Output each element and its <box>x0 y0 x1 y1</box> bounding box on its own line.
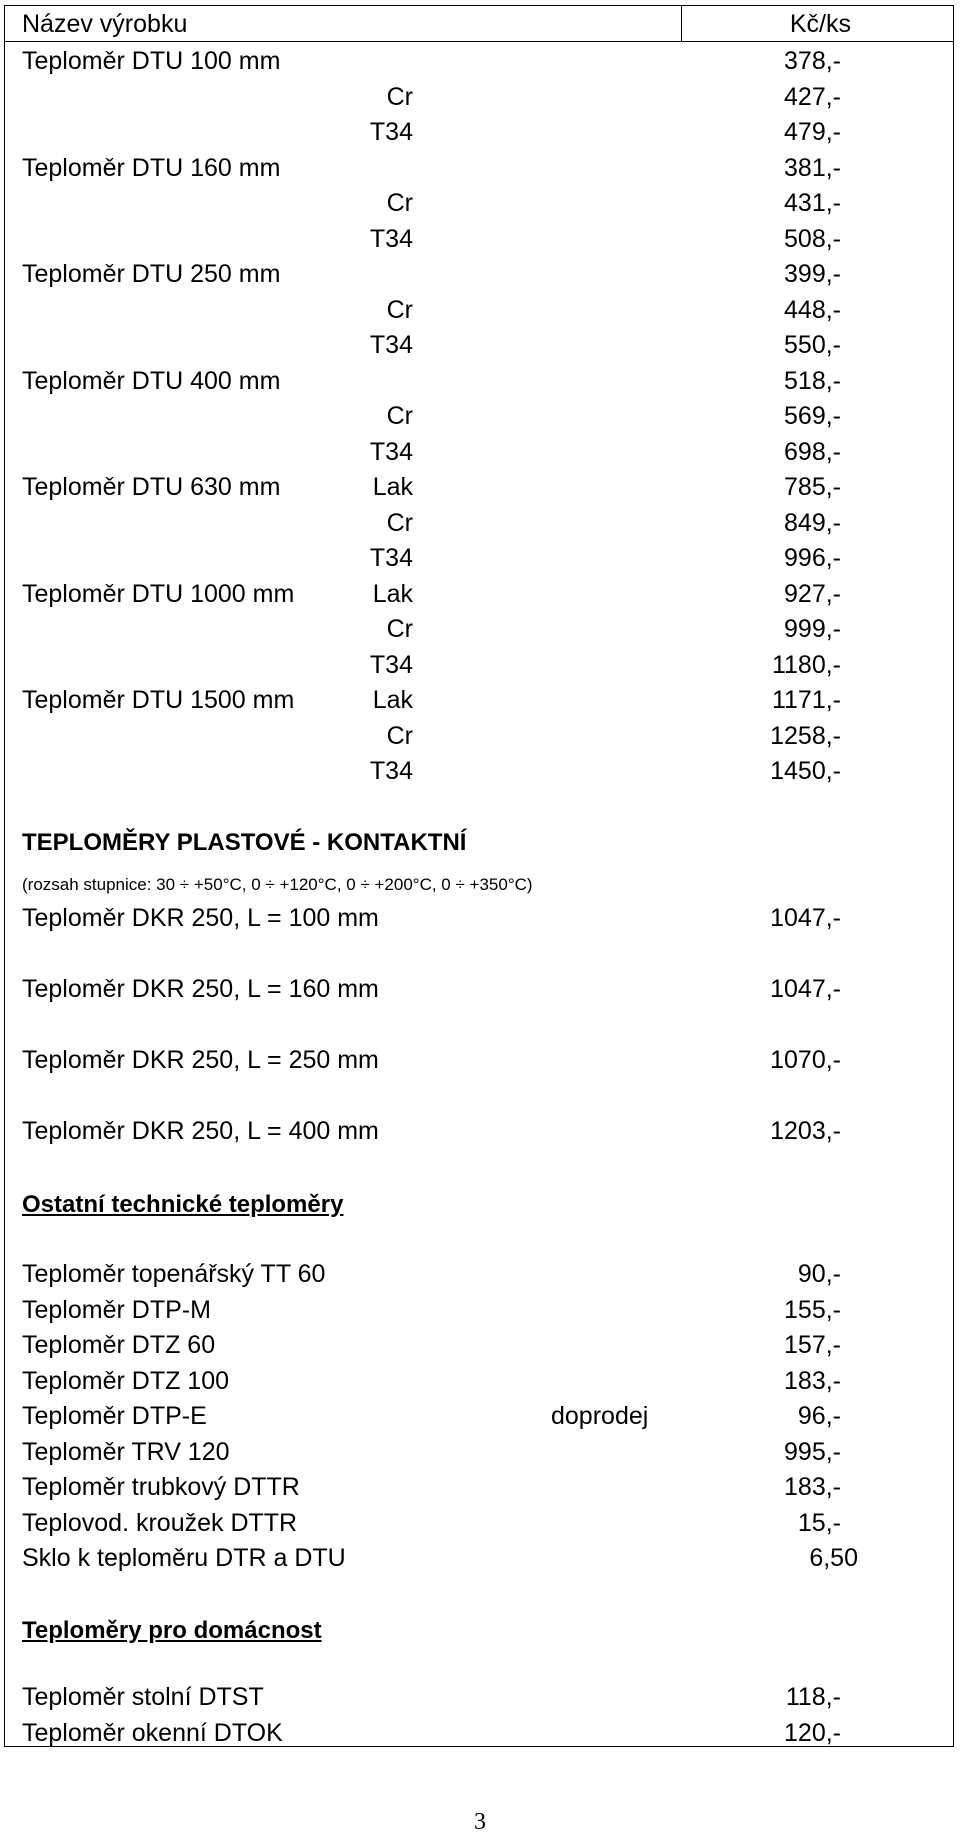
product-price: 1070,- <box>770 1046 841 1074</box>
product-variant: T34 <box>369 757 413 785</box>
product-price: 569,- <box>784 402 841 430</box>
product-price: 6,50 <box>809 1544 858 1572</box>
product-name: Teploměr DKR 250, L = 400 mm <box>22 1117 379 1145</box>
product-price: 120,- <box>784 1718 841 1747</box>
product-note: doprodej <box>551 1402 649 1430</box>
product-price: 849,- <box>784 508 841 537</box>
product-variant: T34 <box>369 118 413 146</box>
product-variant: Lak <box>372 686 413 714</box>
product-variant: Cr <box>386 295 413 324</box>
product-price: 448,- <box>784 295 841 324</box>
product-price: 96,- <box>797 1402 841 1430</box>
product-price: 118,- <box>785 1683 841 1711</box>
product-variant: T34 <box>369 544 413 572</box>
product-price: 996,- <box>784 544 841 572</box>
product-variant: T34 <box>369 224 413 253</box>
product-price: 1171,- <box>771 686 841 714</box>
product-name: Teploměr DTU 1500 mm <box>22 686 295 714</box>
header-divider <box>4 41 954 42</box>
product-price: 15,- <box>797 1508 841 1537</box>
product-price: 550,- <box>784 331 841 359</box>
product-name: Teploměr DKR 250, L = 250 mm <box>22 1046 379 1074</box>
product-price: 381,- <box>784 153 841 182</box>
product-price: 1203,- <box>770 1117 841 1145</box>
plastic-section-title: TEPLOMĚRY PLASTOVÉ - KONTAKTNÍ <box>22 829 467 856</box>
product-name: Teploměr trubkový DTTR <box>22 1473 300 1501</box>
product-name: Teploměr DKR 250, L = 160 mm <box>22 975 379 1003</box>
product-price: 1450,- <box>770 757 841 785</box>
product-price: 927,- <box>784 579 841 608</box>
header-name-column: Název výrobku <box>22 10 188 38</box>
product-price: 90,- <box>797 1260 841 1288</box>
page-number: 3 <box>474 1809 486 1835</box>
product-name: Teploměr DTU 100 mm <box>22 47 281 75</box>
product-name: Teploměr DTU 1000 mm <box>22 579 295 608</box>
product-variant: T34 <box>369 331 413 359</box>
home-section-title: Teploměry pro domácnost <box>22 1617 322 1644</box>
product-name: Teploměr DTZ 100 <box>22 1366 230 1395</box>
product-variant: Cr <box>386 508 413 537</box>
product-name: Teploměr DTU 250 mm <box>22 260 281 288</box>
technical-section-title: Ostatní technické teploměry <box>22 1191 344 1218</box>
product-variant: Cr <box>386 82 413 111</box>
product-name: Teploměr DTZ 60 <box>22 1331 216 1359</box>
product-name: Teploměr DKR 250, L = 100 mm <box>22 904 379 932</box>
product-variant: Lak <box>372 579 413 608</box>
product-variant: Cr <box>386 189 413 217</box>
product-name: Teploměr stolní DTST <box>22 1683 264 1711</box>
product-price: 508,- <box>784 224 841 253</box>
product-price: 183,- <box>784 1473 841 1501</box>
product-price: 427,- <box>784 82 841 111</box>
product-variant: Cr <box>386 402 413 430</box>
product-price: 431,- <box>784 189 841 217</box>
product-price: 698,- <box>784 437 841 466</box>
header-price-column: Kč/ks <box>789 10 851 38</box>
product-name: Teploměr DTP-M <box>22 1295 211 1324</box>
product-price: 155,- <box>784 1295 841 1324</box>
product-price: 1180,- <box>771 650 841 679</box>
product-name: Teploměr DTU 630 mm <box>22 473 281 501</box>
product-variant: Cr <box>386 615 413 643</box>
product-variant: Lak <box>372 473 413 501</box>
product-name: Sklo k teploměru DTR a DTU <box>22 1544 346 1572</box>
product-price: 995,- <box>784 1437 841 1466</box>
header-column-divider <box>681 5 682 41</box>
product-price: 378,- <box>784 47 841 75</box>
product-price: 1047,- <box>770 975 841 1003</box>
product-variant: T34 <box>369 437 413 466</box>
product-variant: Cr <box>386 721 413 750</box>
product-price: 999,- <box>784 615 841 643</box>
product-price: 157,- <box>784 1331 841 1359</box>
product-price: 479,- <box>784 118 841 146</box>
product-price: 1047,- <box>770 904 841 932</box>
product-price: 1258,- <box>770 721 841 750</box>
product-name: Teploměr topenářský TT 60 <box>22 1260 326 1288</box>
product-name: Teploměr DTP-E <box>22 1402 207 1430</box>
plastic-range-note: (rozsah stupnice: 30 ÷ +50°C, 0 ÷ +120°C, 0 ÷ +200°C, 0 ÷ +350°C) <box>22 875 533 894</box>
product-variant: T34 <box>369 650 413 679</box>
product-name: Teploměr TRV 120 <box>22 1437 230 1466</box>
product-price: 399,- <box>784 260 841 288</box>
product-name: Teploměr DTU 400 mm <box>22 366 281 395</box>
product-price: 518,- <box>784 366 841 395</box>
product-name: Teplovod. kroužek DTTR <box>22 1508 298 1537</box>
product-name: Teploměr DTU 160 mm <box>22 153 281 182</box>
product-price: 785,- <box>784 473 841 501</box>
product-name: Teploměr okenní DTOK <box>22 1718 283 1747</box>
product-price: 183,- <box>784 1366 841 1395</box>
